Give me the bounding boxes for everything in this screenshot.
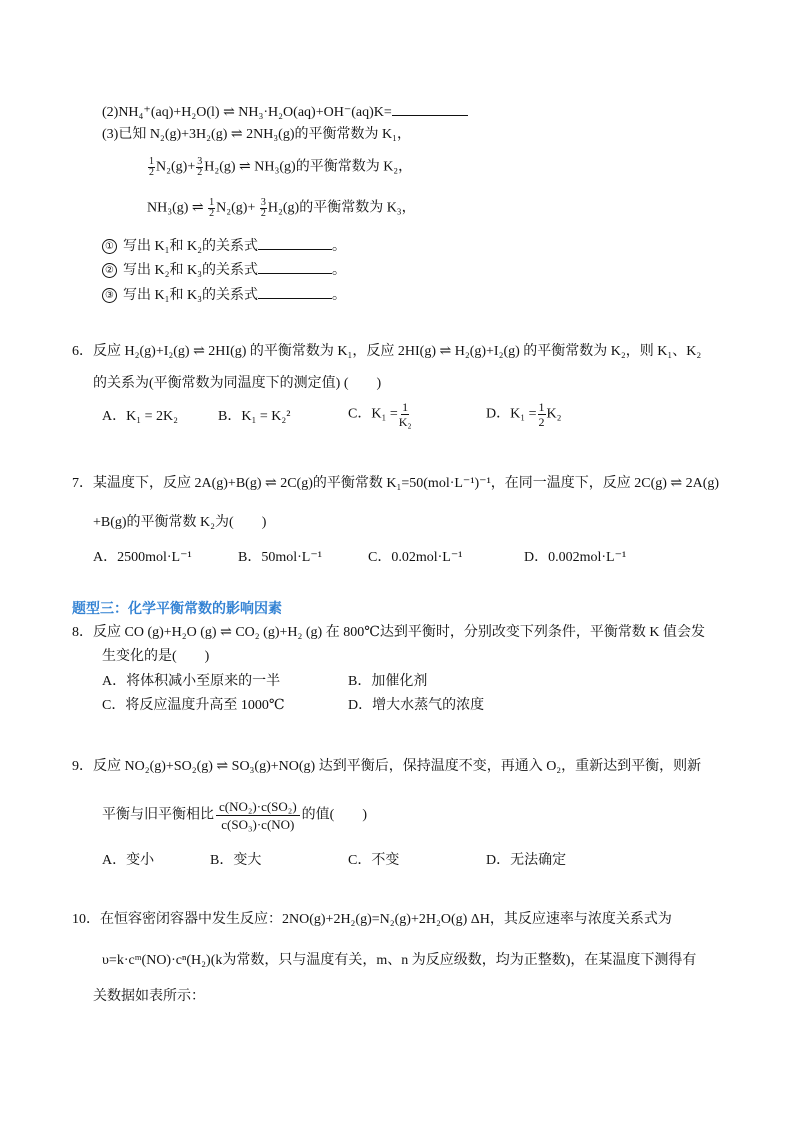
q10-line1: 10．在恒容密闭容器中发生反应：2NO(g)+2H₂(g)=N₂(g)+2H₂O(g) ΔH，其反应速率与浓度关系式为: [72, 912, 672, 927]
q8-line2: 生变化的是( ): [102, 649, 210, 664]
q8-option-b[interactable]: B．加催化剂: [348, 674, 428, 689]
circled-two-icon: ②: [102, 263, 117, 278]
q6-option-a[interactable]: A．K₁ = 2K₂: [102, 409, 178, 424]
q7-option-a[interactable]: A．2500mol·L⁻¹: [93, 550, 192, 565]
answer-blank[interactable]: [258, 284, 332, 299]
q5-part2-text: (2)NH₄⁺(aq)+H₂O(l) ⇌ NH₃·H₂O(aq)+OH⁻(aq)K=: [102, 105, 392, 120]
q8-option-d[interactable]: D．增大水蒸气的浓度: [348, 698, 485, 713]
q5-reaction3: NH₃(g) ⇌ $\frac{1}{2}$ N₂(g)+ $\frac{3}{2}$ H₂(g)的平衡常数为 K₃，: [147, 197, 416, 219]
q10-line3: 关数据如表所示：: [93, 989, 205, 1004]
q9-option-d[interactable]: D．无法确定: [486, 853, 567, 868]
fraction-half: $\frac{1}{2}$: [209, 197, 215, 219]
q9-line2: 平衡与旧平衡相比 $\frac{\text{c(NO₂)·c(SO₂)}}{\text{c(SO₃)·c(NO)}}$ 的值( ): [102, 799, 367, 832]
fraction-half: $\frac{1}{2}$: [149, 156, 154, 178]
q8-line1: 8．反应 CO (g)+H₂O (g) ⇌ CO₂ (g)+H₂ (g) 在 800℃达到平衡时，分别改变下列条件，平衡常数 K 值会发: [72, 625, 705, 640]
q5-sub2: ② 写出 K₂和 K₃的关系式 。: [102, 259, 346, 280]
q10-line2: υ=k·cᵐ(NO)·cⁿ(H₂)(k为常数，只与温度有关，m、n 为反应级数，均为正整数)，在某温度下测得有: [102, 953, 697, 968]
q6-line1: 6．反应 H₂(g)+I₂(g) ⇌ 2HI(g) 的平衡常数为 K₁，反应 2HI(g) ⇌ H₂(g)+I₂(g) 的平衡常数为 K₂，则 K₁、K₂: [72, 344, 702, 359]
q9-line1: 9．反应 NO₂(g)+SO₂(g) ⇌ SO₃(g)+NO(g) 达到平衡后，保持温度不变，再通入 O₂，重新达到平衡，则新: [72, 759, 702, 774]
q7-option-d[interactable]: D．0.002mol·L⁻¹: [524, 550, 627, 565]
q9-option-a[interactable]: A．变小: [102, 853, 155, 868]
q5-part2: [102, 101, 468, 122]
q5-sub3: ③ 写出 K₁和 K₃的关系式 。: [102, 284, 346, 305]
answer-blank[interactable]: [258, 259, 332, 274]
q6-line2: 的关系为(平衡常数为同温度下的测定值) ( ): [93, 376, 382, 391]
q6-option-b[interactable]: B．K₁ = K₂²: [218, 409, 291, 424]
answer-blank[interactable]: [392, 101, 468, 116]
q5-part3: (3)已知 N₂(g)+3H₂(g) ⇌ 2NH₃(g)的平衡常数为 K₁，: [102, 127, 411, 142]
q7-option-c[interactable]: C．0.02mol·L⁻¹: [368, 550, 463, 565]
fraction-one-half: $\frac{1}{2}$: [538, 400, 545, 429]
q9-option-c[interactable]: C．不变: [348, 853, 400, 868]
q5-reaction2: $\frac{1}{2}$ N₂(g)+ $\frac{3}{2}$ H₂(g) ⇌ NH₃(g)的平衡常数为 K₂，: [149, 156, 413, 178]
q8-option-a[interactable]: A．将体积减小至原来的一半: [102, 674, 281, 689]
circled-one-icon: ①: [102, 239, 117, 254]
q6-option-c[interactable]: C．K₁ = $\frac{1}{\text{K₂}}$: [348, 400, 412, 429]
fraction-one-over-k2: $\frac{1}{\text{K₂}}$: [398, 400, 412, 429]
q9-option-b[interactable]: B．变大: [210, 853, 262, 868]
q7-option-b[interactable]: B．50mol·L⁻¹: [238, 550, 322, 565]
q5-sub1: ① 写出 K₁和 K₂的关系式 。: [102, 235, 346, 256]
q8-option-c[interactable]: C．将反应温度升高至 1000℃: [102, 698, 285, 713]
fraction-three-halves: $\frac{3}{2}$: [197, 156, 203, 178]
answer-blank[interactable]: [258, 235, 332, 250]
fraction-three-halves: $\frac{3}{2}$: [260, 197, 266, 219]
q7-line2: +B(g)的平衡常数 K₂为( ): [93, 515, 267, 530]
circled-three-icon: ③: [102, 288, 117, 303]
section-heading: 题型三：化学平衡常数的影响因素: [72, 601, 282, 617]
concentration-ratio-fraction: $\frac{\text{c(NO₂)·c(SO₂)}}{\text{c(SO₃)·c(NO)}}$: [216, 798, 300, 833]
q7-line1: 7．某温度下，反应 2A(g)+B(g) ⇌ 2C(g)的平衡常数 K₁=50(mol·L⁻¹)⁻¹，在同一温度下，反应 2C(g) ⇌ 2A(g): [72, 476, 720, 491]
q6-option-d[interactable]: D．K₁ = $\frac{1}{2}$ K₂: [486, 400, 562, 429]
